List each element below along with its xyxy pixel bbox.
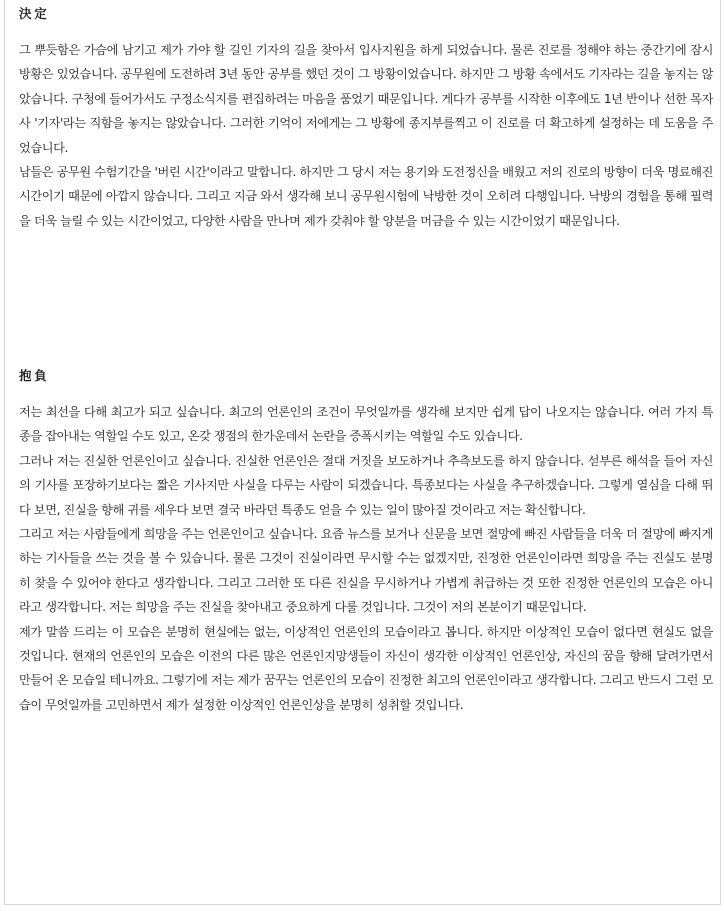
paragraph: 제가 말씀 드리는 이 모습은 분명히 현실에는 없는, 이상적인 언론인의 모습이라고 봅니다. 하지만 이상적인 모습이 없다면 현실도 없을 것입니다. 현재의 언론인의 모습은 이전의 다른 많은 언론인지망생들이 자신이 생각한 이상적인 언론인상, 자신의 꿈을 향해 달려가면서 만들어 온 모습일 테니까요. 그렇기에 저는 제가 꿈꾸는 언론인의 모습이 진정한 최고의 언론인이라고 생각합니다. 그리고 반드시 그런 모습이 무엇일까를 고민하면서 제가 설정한 이상적인 언론인상을 분명히 성취할 것입니다. xyxy=(19,624,713,712)
section-body xyxy=(19,400,713,717)
section-heading: 抱負 xyxy=(19,368,50,383)
section-aspiration xyxy=(19,366,713,717)
section-heading: 決定 xyxy=(19,6,50,21)
paragraph: 저는 최선을 다해 최고가 되고 싶습니다. 최고의 언론인의 조건이 무엇일까를 생각해 보지만 쉽게 답이 나오지는 않습니다. 여러 가지 특종을 잡아내는 역할일 수도 있고, 온갖 쟁점의 한가운데서 논란을 증폭시키는 역할일 수도 있습니다. xyxy=(19,405,713,444)
paragraph: 그러나 저는 진실한 언론인이고 싶습니다. 진실한 언론인은 절대 거짓을 보도하거나 추측보도를 하지 않습니다. 섣부른 해석을 들어 자신의 기사를 포장하기보다는 짧은 기사지만 사실을 다루는 사람이 되겠습니다. 특종보다는 사실을 추구하겠습니다. 그렇게 열심을 다해 뛰다 보면, 진실을 향해 귀를 세우다 보면 결국 바라던 특종도 얻을 수 있는 일이 많아질 것이라고 저는 확신합니다. xyxy=(19,453,713,517)
paragraph: 그 뿌듯함은 가슴에 남기고 제가 가야 할 길인 기자의 길을 찾아서 입사지원을 하게 되었습니다. 물론 진로를 정해야 하는 중간기에 잠시 방황은 있었습니다. 공무원에 도전하려 3년 동안 공부를 했던 것이 그 방황이었습니다. 하지만 그 방황 속에서도 기자라는 길을 놓지는 않았습니다. 구청에 들어가서도 구정소식지를 편집하려는 마음을 품었기 때문입니다. 게다가 공부를 시작한 이후에도 1년 반이나 선한 목자사 '기자'라는 직함을 놓지는 않았습니다. 그러한 기억이 저에게는 그 방황에 종지부를찍고 이 진로를 더 확고하게 설정하는 데 도움을 주었습니다. xyxy=(19,43,713,155)
document-page xyxy=(4,0,721,905)
section-body xyxy=(19,38,713,233)
paragraph: 그리고 저는 사람들에게 희망을 주는 언론인이고 싶습니다. 요즘 뉴스를 보거나 신문을 보면 절망에 빠진 사람들을 더욱 더 절망에 빠지게 하는 기사들을 쓰는 것을 볼 수 있습니다. 물론 그것이 진실이라면 무시할 수는 없겠지만, 진정한 언론인이라면 희망을 주는 진실도 분명히 찾을 수 있어야 한다고 생각합니다. 그리고 그러한 또 다른 진실을 무시하거나 가볍게 취급하는 것 또한 진정한 언론인의 모습은 아니라고 생각합니다. 저는 희망을 주는 진실을 찾아내고 중요하게 다룰 것입니다. 그것이 저의 본분이기 때문입니다. xyxy=(19,527,713,615)
section-decision xyxy=(19,4,713,233)
paragraph: 남들은 공무원 수험기간을 '버린 시간'이라고 말합니다. 하지만 그 당시 저는 용기와 도전정신을 배웠고 저의 진로의 방향이 더욱 명료해진 시간이기 때문에 아깝지 않습니다. 그리고 지금 와서 생각해 보니 공무원시험에 낙방한 것이 오히려 다행입니다. 낙방의 경험을 통해 필력을 더욱 늘릴 수 있는 시간이었고, 다양한 사람을 만나며 제가 갖춰야 할 양분을 머금을 수 있는 시간이었기 때문입니다. xyxy=(19,165,713,228)
